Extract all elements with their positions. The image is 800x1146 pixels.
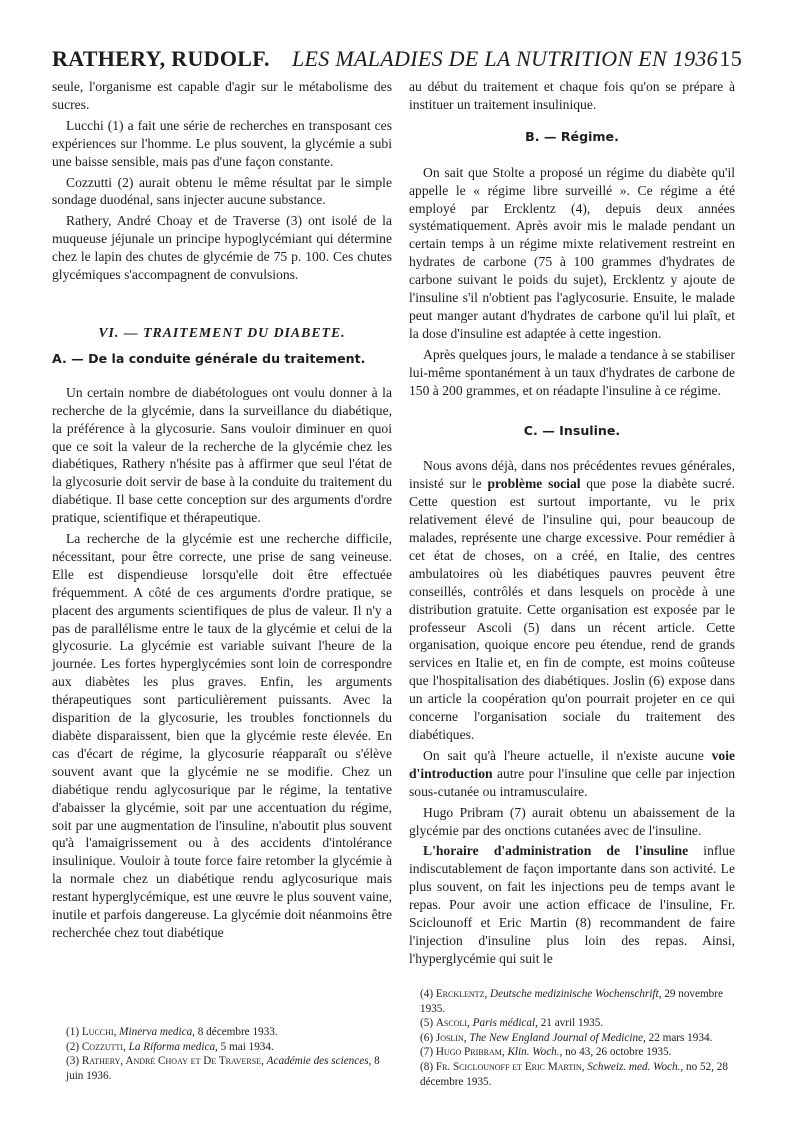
paragraph	[409, 842, 735, 967]
footnote-source: The New England Journal of Medicine,	[469, 1031, 646, 1044]
footnote	[66, 1025, 396, 1040]
footnote-author: Joslin,	[435, 1031, 467, 1044]
footnote-date: 5 mai 1934.	[220, 1040, 274, 1053]
footnote-number: (8)	[420, 1060, 434, 1073]
emphasis: L'horaire d'administration de l'insuline	[423, 843, 689, 859]
paragraph: La recherche de la glycémie est une recherche difficile, nécessitant, pour être correcte, une prise de sang veineuse. Elle est dispendieuse lorsqu'elle doit être effectuée fréquemment. A côté de ces arguments d'ordre pratique, se placent des arguments scientifiques de plus de valeur. Il n'y a pas de parallélisme entre le taux de la glycémie et celui de la glycosurie. La glycémie est variable suivant l'heure de la journée. Les fortes hyperglycémies sont loin de correspondre aux diabètes les plus graves. Enfin, les arguments thérapeutiques sont particulièrement puissants. Avec la disparition de la glycosurie, les troubles fonctionnels du diabète disparaissent, bien que la glycémie reste élevée. En cas d'écart de régime, la glycosurie réapparaît ou s'élève souvent avant que la glycémie ne se modifie. Chez un diabétique rendu aglycosurique par le régime, la tentative d'abaisser la glycémie, soit par une accentuation du régime, soit par une augmentation de l'insuline, n'aboutit plus souvent qu'à l'amaigrissement ou à des accidents d'intolérance insulinique. Vouloir à toute force faire retomber la glycémie à la normale chez un diabétique rendu aglycosurique mais restant hyperglycémique, est une œuvre le plus souvent vaine, inutile et parfois dangereuse. La glycémie doit néanmoins être recherchée chez tout diabétique	[52, 531, 392, 940]
emphasis: voie d'introduction	[409, 747, 735, 781]
footnote-source: Schweiz. med. Woch.,	[587, 1060, 684, 1073]
footnote	[420, 1031, 738, 1046]
footnote-number: (6)	[420, 1031, 434, 1044]
footnote	[420, 1060, 738, 1089]
footnote-source: Klin. Woch.,	[507, 1046, 563, 1059]
paragraph: Cozzutti (2) aurait obtenu le même résultat par le simple sondage duodénal, sans injecter aucune substance.	[52, 174, 392, 208]
paragraph: On sait que Stolte a proposé un régime du diabète qu'il appelle le « régime libre surveillé ». Ce régime a été employé par Ercklentz (4), depuis deux années systématiquement. Après avoir mis le malade pendant un certain temps à un régime mixte relativement restreint en hydrates de carbone (75 à 100 grammes d'hydrates de carbone suivant le poids du sujet), Ercklentz y ajoute de l'insuline s'il n'obtient pas l'aglycosurie. Ensuite, le malade peut manger autant d'hydrates de carbone qu'il lui plaît, et la dose d'insuline est adaptée à cette ingestion.	[409, 164, 735, 341]
footnote-number: (2)	[66, 1040, 80, 1053]
footnote-author: Rathery, André Choay et De Traverse,	[81, 1055, 264, 1068]
text-run: influe indiscutablement de façon importante dans son activité. Le plus souvent, on fait les injections peu de temps avant le repas. Pour avoir une action efficace de l'insuline, Fr. Sciclounoff et Eric Martin (8) recommandent de faire l'injection d'insuline plus loin des repas. Ainsi, l'hyperglycémie qui suit le	[409, 843, 736, 966]
paragraph: au début du traitement et chaque fois qu'on se prépare à instituer un traitement insulinique.	[409, 79, 735, 112]
paragraph: Lucchi (1) a fait une série de recherches en transposant ces expériences sur l'homme. Le plus souvent, la glycémie a subi une baisse sensible, mais pas d'une façon constante.	[52, 117, 392, 169]
left-column	[52, 78, 392, 945]
text-run: que pose la diabète sucré. Cette question est surtout importante, vu le prix relativement élevé de l'insuline qui, pour beaucoup de malades, représente une charge excessive. Pour remédier à cet état de choses, on a créé, en Italie, des centres ambulatoires où les diabétiques pauvres peuvent être conseillés, contrôlés et dans lesquels on procède à une distribution gratuite. Cette organisation est exposée par le professeur Ascoli (5) dans un récent article. Cette organisation, quoique encore peu étendue, rend de grands services en Italie et, en fin de compte, est moins coûteuse que l'hospitalisation des diabétiques. Joslin (6) expose dans un article la coopération qu'on pourrait projeter en ce qui concerne l'organisation sociale du traitement des diabétiques.	[409, 476, 735, 742]
text-run: autre pour l'insuline que celle par injection sous-cutanée ou intramusculaire.	[409, 765, 735, 799]
footnote	[66, 1054, 396, 1083]
footnote-author: Hugo Pribram,	[435, 1046, 505, 1059]
subsection-heading: B. — Régime.	[525, 128, 619, 144]
footnote-date: 29 novembre 1935.	[420, 988, 723, 1015]
running-header	[52, 46, 742, 76]
footnote-author: Ercklentz,	[435, 988, 488, 1000]
footnote-author: Fr. Sciclounoff et Eric Martin,	[435, 1060, 585, 1073]
footnote-date: 21 avril 1935.	[540, 1017, 604, 1030]
footnote-date: 22 mars 1934.	[648, 1031, 713, 1044]
paragraph: Après quelques jours, le malade a tendance à se stabiliser lui-même spontanément à un taux d'hydrates de carbone de 150 à 200 grammes, et on réadapte l'insuline à ce régime.	[409, 346, 735, 398]
footnote	[420, 1045, 738, 1060]
footnote-number: (3)	[66, 1055, 80, 1068]
footnote-number: (7)	[420, 1046, 434, 1059]
paragraph: Un certain nombre de diabétologues ont voulu donner à la recherche de la glycémie, dans la surveillance du diabétique, la préférence à la glycosurie. Sans vouloir diminuer en quoi que ce soit la valeur de la recherche de la glycémie chez les diabétiques, Rathery n'hésite pas à affirmer que seul l'état de la glycosurie doit servir de base à la conduite du traitement du diabétique. Il base cette conception sur des arguments d'ordre pratique, scientifique et thérapeutique.	[52, 384, 392, 526]
footnote	[420, 1016, 738, 1031]
text-run: Nous avons déjà, dans nos précédentes revues générales, insisté sur le	[409, 458, 735, 492]
subsection-heading: C. — Insuline.	[523, 422, 621, 438]
footnote-author: Cozzutti,	[81, 1040, 126, 1053]
footnote	[420, 987, 738, 1016]
footnote	[66, 1040, 396, 1055]
footnote-source: La Riforma medica,	[128, 1040, 218, 1053]
footnote-date: 8 décembre 1933.	[197, 1026, 278, 1038]
footnote-source: Paris médical,	[472, 1017, 538, 1030]
subsection-heading: A. — De la conduite générale du traitement.	[52, 350, 366, 366]
footnotes-left	[66, 1025, 396, 1083]
footnote-date: no 43, 26 octobre 1935.	[565, 1046, 672, 1059]
footnote-source: Académie des sciences,	[266, 1055, 372, 1068]
footnote-source: Minerva medica,	[119, 1026, 195, 1038]
right-column	[409, 78, 735, 971]
footnote-number: (1)	[66, 1026, 80, 1038]
footnote-author: Ascoli,	[435, 1017, 470, 1030]
paragraph: seule, l'organisme est capable d'agir sur le métabolisme des sucres.	[52, 79, 392, 112]
emphasis: problème social	[487, 476, 581, 492]
paragraph: Rathery, André Choay et de Traverse (3) ont isolé de la muqueuse jéjunale un principe hypoglycémiant qui détermine chez le lapin des chutes de glycémie de 75 p. 100. Ces chutes glycémiques s'accompagnent de convulsions.	[52, 213, 392, 283]
footnote-date: no 52, 28 décembre 1935.	[420, 1060, 728, 1088]
footnote-author: Lucchi,	[81, 1026, 117, 1038]
footnotes-right	[420, 987, 738, 1089]
paragraph	[409, 747, 735, 801]
footnote-number: (5)	[420, 1017, 434, 1030]
page-number: 15	[719, 46, 742, 71]
footnote-number: (4)	[420, 988, 434, 1000]
header-author: RATHERY, RUDOLF.	[52, 46, 270, 71]
paragraph	[409, 457, 735, 744]
text-run: On sait qu'à l'heure actuelle, il n'existe aucune	[423, 747, 712, 763]
footnote-date: 8 juin 1936.	[66, 1055, 380, 1082]
paragraph: Hugo Pribram (7) aurait obtenu un abaissement de la glycémie par des onctions cutanées avec de l'insuline.	[409, 804, 735, 838]
footnote-source: Deutsche medizinische Wochenschrift,	[490, 988, 662, 1000]
header-title: LES MALADIES DE LA NUTRITION EN 1936	[292, 46, 718, 71]
section-title: VI. — TRAITEMENT DU DIABETE.	[98, 324, 346, 340]
